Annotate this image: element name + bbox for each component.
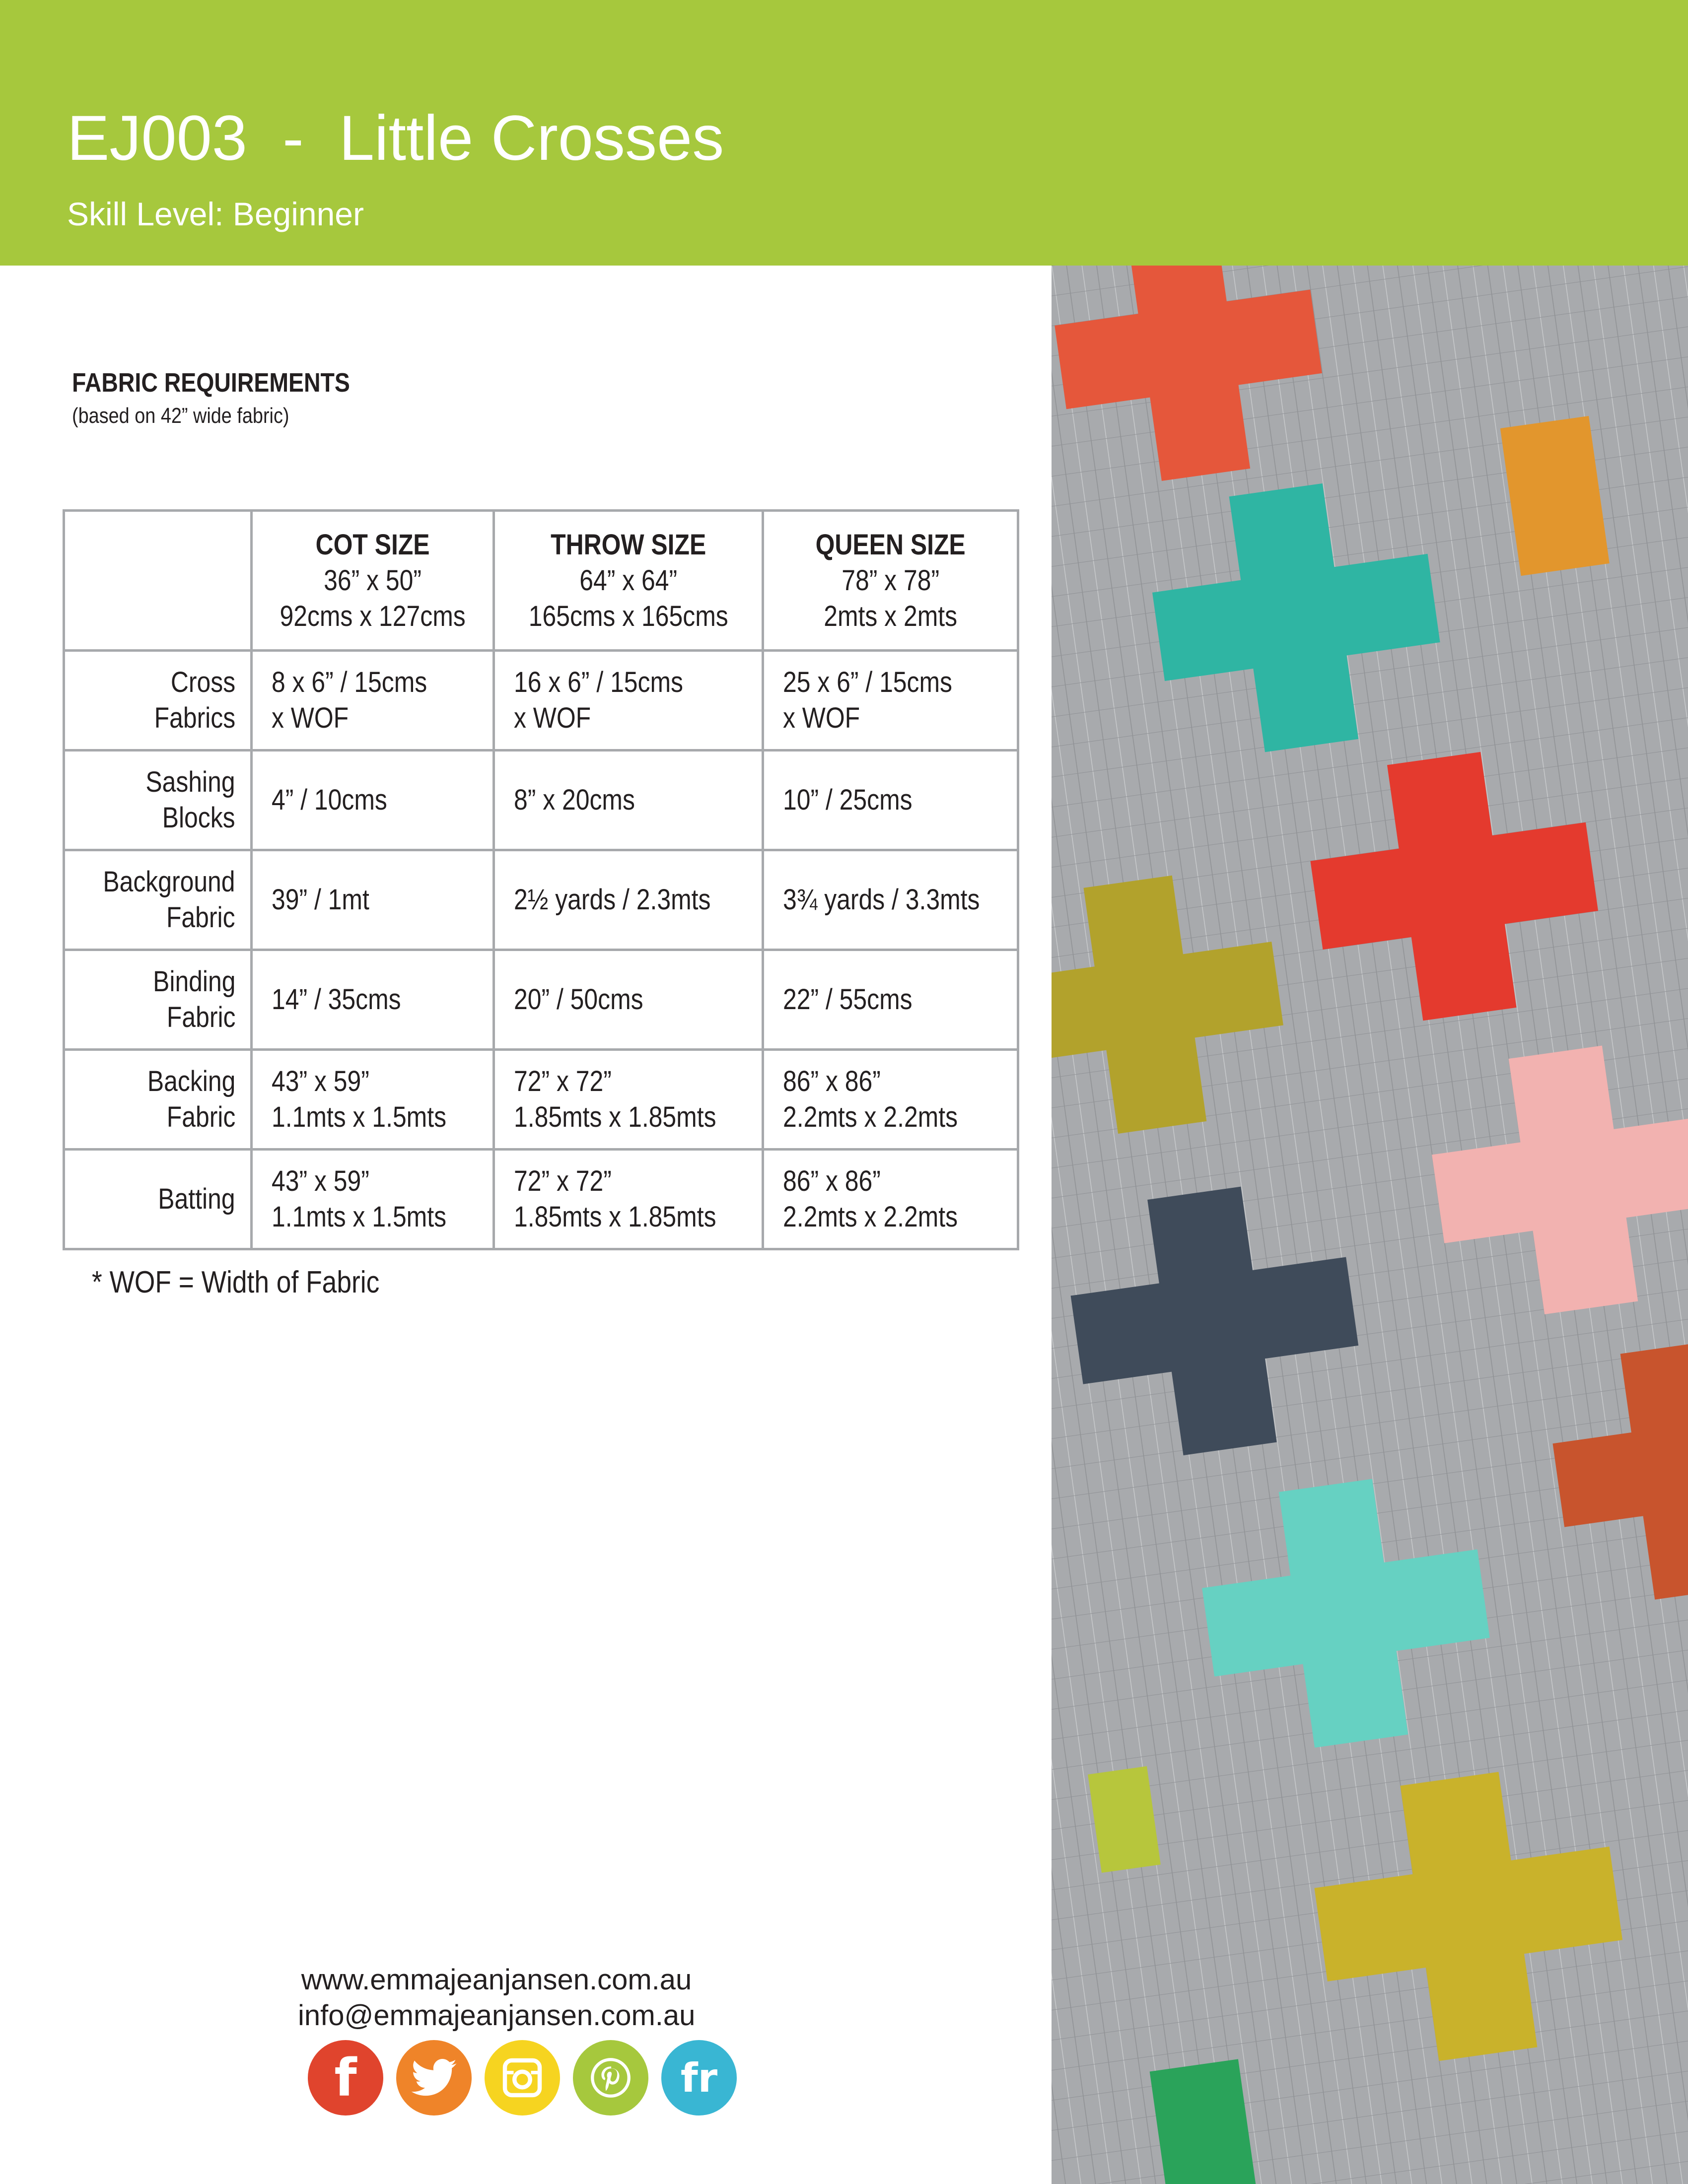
table-row	[64, 950, 1018, 1050]
empty-corner-cell	[64, 511, 252, 651]
table-cell: 14” / 35cms	[252, 950, 494, 1050]
fabric-width-note: (based on 42” wide fabric)	[72, 404, 289, 428]
row-label-batting: Batting	[64, 1150, 252, 1249]
table-cell: 39” / 1mt	[252, 850, 494, 950]
email-link[interactable]: info@emmajeanjansen.com.au	[298, 1999, 696, 2032]
row-label-sashing-blocks: Sashing Blocks	[64, 751, 252, 850]
table-cell: 43” x 59” 1.1mts x 1.5mts	[252, 1050, 494, 1150]
table-cell: 43” x 59” 1.1mts x 1.5mts	[252, 1150, 494, 1249]
table-cell: 20” / 50cms	[494, 950, 763, 1050]
row-label-binding-fabric: Binding Fabric	[64, 950, 252, 1050]
twitter-icon[interactable]	[396, 2040, 472, 2116]
facebook-icon[interactable]: f	[308, 2040, 383, 2116]
table-cell: 3¾ yards / 3.3mts	[763, 850, 1018, 950]
column-header-queen: QUEEN SIZE 78” x 78” 2mts x 2mts	[763, 511, 1018, 651]
table-cell: 72” x 72” 1.85mts x 1.85mts	[494, 1050, 763, 1150]
fabric-requirements-heading: FABRIC REQUIREMENTS	[72, 368, 350, 398]
row-label-cross-fabrics: Cross Fabrics	[64, 651, 252, 751]
website-link[interactable]: www.emmajeanjansen.com.au	[301, 1964, 692, 1996]
table-row	[64, 651, 1018, 751]
flickr-icon[interactable]: fr	[661, 2040, 737, 2116]
table-cell: 16 x 6” / 15cms x WOF	[494, 651, 763, 751]
wof-footnote: * WOF = Width of Fabric	[92, 1265, 380, 1299]
table-cell: 72” x 72” 1.85mts x 1.85mts	[494, 1150, 763, 1249]
table-cell: 8 x 6” / 15cms x WOF	[252, 651, 494, 751]
table-cell: 86” x 86” 2.2mts x 2.2mts	[763, 1050, 1018, 1150]
table-header-row	[64, 511, 1018, 651]
table-cell: 4” / 10cms	[252, 751, 494, 850]
row-label-background-fabric: Background Fabric	[64, 850, 252, 950]
table-cell: 10” / 25cms	[763, 751, 1018, 850]
pattern-title: EJ003 - Little Crosses	[67, 103, 724, 174]
row-label-backing-fabric: Backing Fabric	[64, 1050, 252, 1150]
table-cell: 86” x 86” 2.2mts x 2.2mts	[763, 1150, 1018, 1249]
table-row	[64, 1150, 1018, 1249]
social-links	[308, 2040, 737, 2116]
table-cell: 25 x 6” / 15cms x WOF	[763, 651, 1018, 751]
table-cell: 2½ yards / 2.3mts	[494, 850, 763, 950]
instagram-icon[interactable]	[485, 2040, 560, 2116]
table-cell: 8” x 20cms	[494, 751, 763, 850]
column-header-throw: THROW SIZE 64” x 64” 165cms x 165cms	[494, 511, 763, 651]
quilt-photo	[1052, 266, 1688, 2184]
table-row	[64, 751, 1018, 850]
table-row	[64, 850, 1018, 950]
pinterest-icon[interactable]	[573, 2040, 648, 2116]
fabric-requirements-table	[63, 509, 1019, 1250]
column-header-cot: COT SIZE 36” x 50” 92cms x 127cms	[252, 511, 494, 651]
table-cell: 22” / 55cms	[763, 950, 1018, 1050]
skill-level: Skill Level: Beginner	[67, 196, 364, 232]
table-row	[64, 1050, 1018, 1150]
quilt-image	[1052, 266, 1688, 2184]
header-banner	[0, 0, 1688, 266]
